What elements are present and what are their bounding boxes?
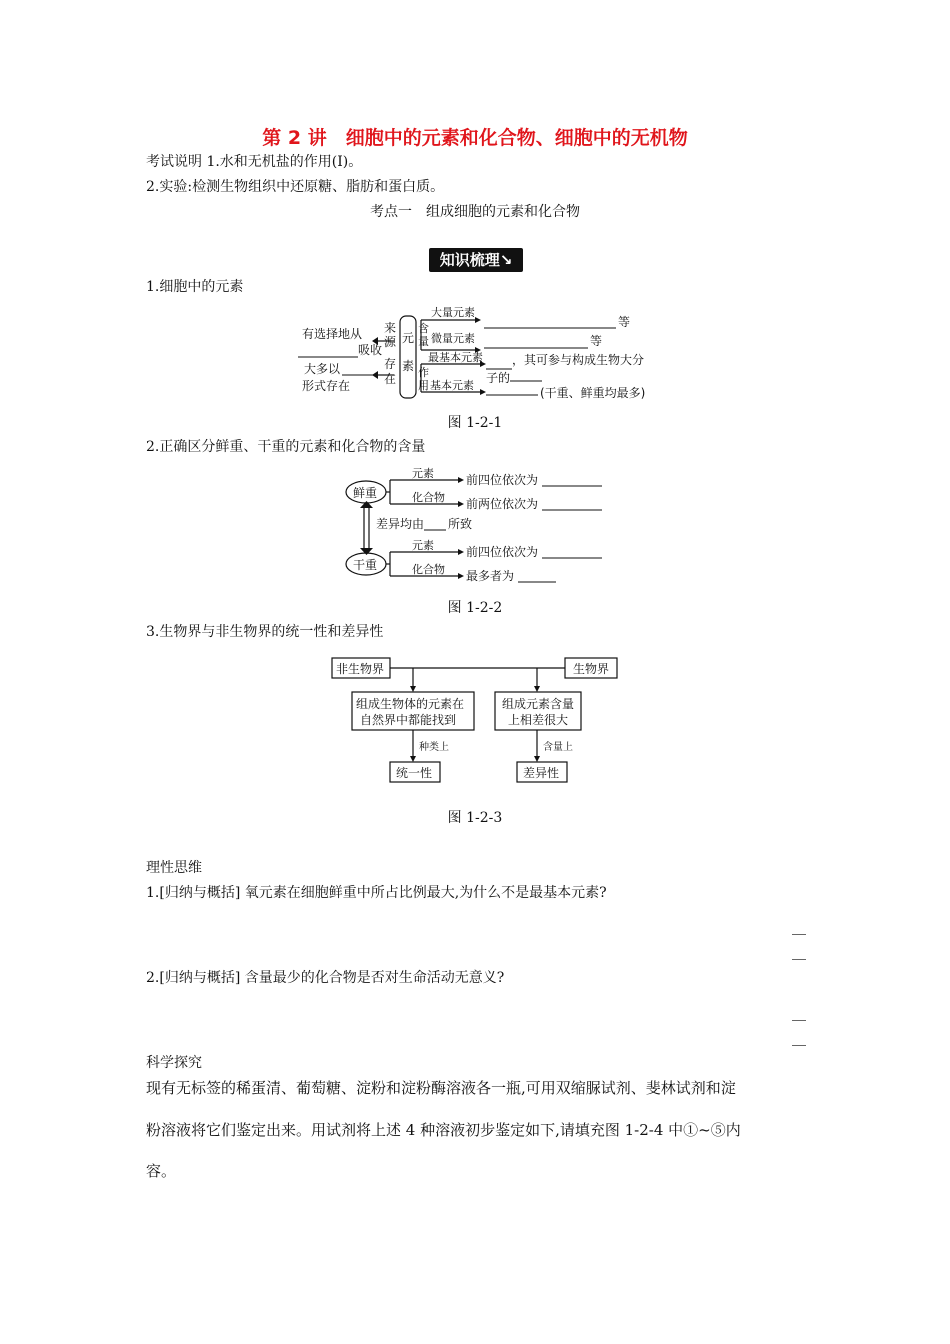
arrowhead (475, 317, 481, 323)
diff-end-text: 所致 (448, 517, 473, 531)
element-diagram (290, 306, 670, 406)
arrowhead-up (360, 501, 373, 508)
explore-para-3: 容。 (146, 1162, 177, 1180)
label-fresh: 鲜重 (353, 486, 378, 500)
content-text-1: 组成元素含量 (502, 697, 575, 711)
section1-heading: 1.细胞中的元素 (146, 279, 244, 295)
label-zuo: 作 (418, 366, 429, 379)
question-1: 1.[归纳与概括] 氧元素在细胞鲜重中所占比例最大,为什么不是最基本元素? (146, 885, 607, 901)
topic-heading: 考点一 组成细胞的元素和化合物 (370, 204, 580, 220)
label-han: 含 (418, 322, 429, 335)
source-left-2: 吸收 (358, 343, 383, 357)
thinking-heading: 理性思维 (146, 860, 202, 876)
question-2: 2.[归纳与概括] 含量最少的化合物是否对生命活动无意义? (146, 970, 505, 986)
unity-diagram (325, 652, 625, 788)
label-liang: 量 (418, 335, 429, 348)
label-nonliving: 非生物界 (336, 662, 385, 676)
arrowhead (458, 549, 464, 555)
caption-2: 图 1-2-2 (447, 600, 503, 616)
arrowhead (458, 573, 464, 579)
caption-1: 图 1-2-1 (447, 415, 503, 431)
found-text-2: 自然界中都能找到 (360, 713, 457, 727)
label-su-char: 素 (402, 359, 415, 373)
exam-note-line1: 考试说明 1.水和无机盐的作用(Ⅰ)。 (146, 154, 363, 170)
basic-text-1: ，其可参与构成生物大分 (512, 353, 645, 367)
content-text-2: 上相差很大 (508, 713, 569, 727)
label-unity: 统一性 (396, 766, 433, 780)
label-kind: 种类上 (419, 742, 449, 753)
exist-left-1: 大多以 (304, 362, 341, 376)
explore-heading: 科学探究 (146, 1055, 202, 1071)
label-basic: 基本元素 (430, 379, 474, 392)
exam-note-line2: 2.实验:检测生物组织中还原糖、脂肪和蛋白质。 (146, 179, 445, 195)
label-zai: 在 (384, 372, 397, 386)
diff-text: 差异均由 (376, 517, 425, 531)
answer-line (792, 934, 806, 935)
label-micro: 微量元素 (431, 332, 475, 345)
label-yuan-char: 元 (402, 331, 415, 345)
label-deng2: 等 (590, 334, 603, 348)
page-title: 第 2 讲 细胞中的元素和化合物、细胞中的无机物 (262, 127, 688, 149)
answer-line (792, 1045, 806, 1046)
label-yuan: 源 (384, 335, 397, 349)
label-macro: 大量元素 (431, 306, 475, 319)
section2-heading: 2.正确区分鲜重、干重的元素和化合物的含量 (146, 439, 426, 455)
explore-para-2: 粉溶液将它们鉴定出来。用试剂将上述 4 种溶液初步鉴定如下,请填充图 1-2-4 中①~⑤内 (146, 1121, 741, 1139)
label-lai: 来 (384, 321, 397, 335)
answer-line (792, 959, 806, 960)
dry-element-text: 前四位依次为 (466, 545, 539, 559)
arrowhead (410, 686, 416, 692)
label-cun: 存 (384, 357, 397, 371)
knowledge-badge (429, 248, 523, 272)
section3-heading: 3.生物界与非生物界的统一性和差异性 (146, 624, 384, 640)
label-diversity: 差异性 (523, 766, 560, 780)
found-text-1: 组成生物体的元素在 (356, 697, 465, 711)
label-yong: 用 (418, 379, 429, 392)
label-compound-2: 化合物 (412, 563, 445, 576)
badge-label: 知识梳理 (439, 251, 500, 269)
element-box (400, 316, 416, 398)
dry-fresh-note: (干重、鲜重均最多) (540, 386, 646, 400)
arrowhead (458, 477, 464, 483)
arrowhead (480, 389, 486, 395)
dry-compound-text: 最多者为 (466, 569, 515, 583)
answer-line (792, 1020, 806, 1021)
fresh-compound-text: 前两位依次为 (466, 497, 539, 511)
arrowhead (534, 686, 540, 692)
label-dry: 干重 (353, 558, 378, 572)
label-amount: 含量上 (543, 742, 573, 753)
label-element-2: 元素 (412, 539, 434, 552)
arrowhead (458, 501, 464, 507)
exist-left-2: 形式存在 (302, 379, 351, 393)
source-left-1: 有选择地从 (302, 327, 363, 341)
caption-3: 图 1-2-3 (447, 810, 503, 826)
arrowhead (372, 371, 378, 379)
label-living: 生物界 (573, 662, 610, 676)
basic-text-2: 子的 (486, 371, 511, 385)
arrow-down-right-icon: ↘ (499, 251, 513, 269)
arrowhead (410, 756, 416, 762)
label-element-1: 元素 (412, 467, 434, 480)
fresh-element-text: 前四位依次为 (466, 473, 539, 487)
arrowhead (534, 756, 540, 762)
label-most-basic: 最基本元素 (428, 351, 483, 364)
label-deng1: 等 (618, 315, 631, 329)
label-compound-1: 化合物 (412, 491, 445, 504)
weight-diagram (340, 464, 610, 590)
explore-para-1: 现有无标签的稀蛋清、葡萄糖、淀粉和淀粉酶溶液各一瓶,可用双缩脲试剂、斐林试剂和淀 (146, 1079, 736, 1097)
arrowhead-down (360, 548, 373, 555)
